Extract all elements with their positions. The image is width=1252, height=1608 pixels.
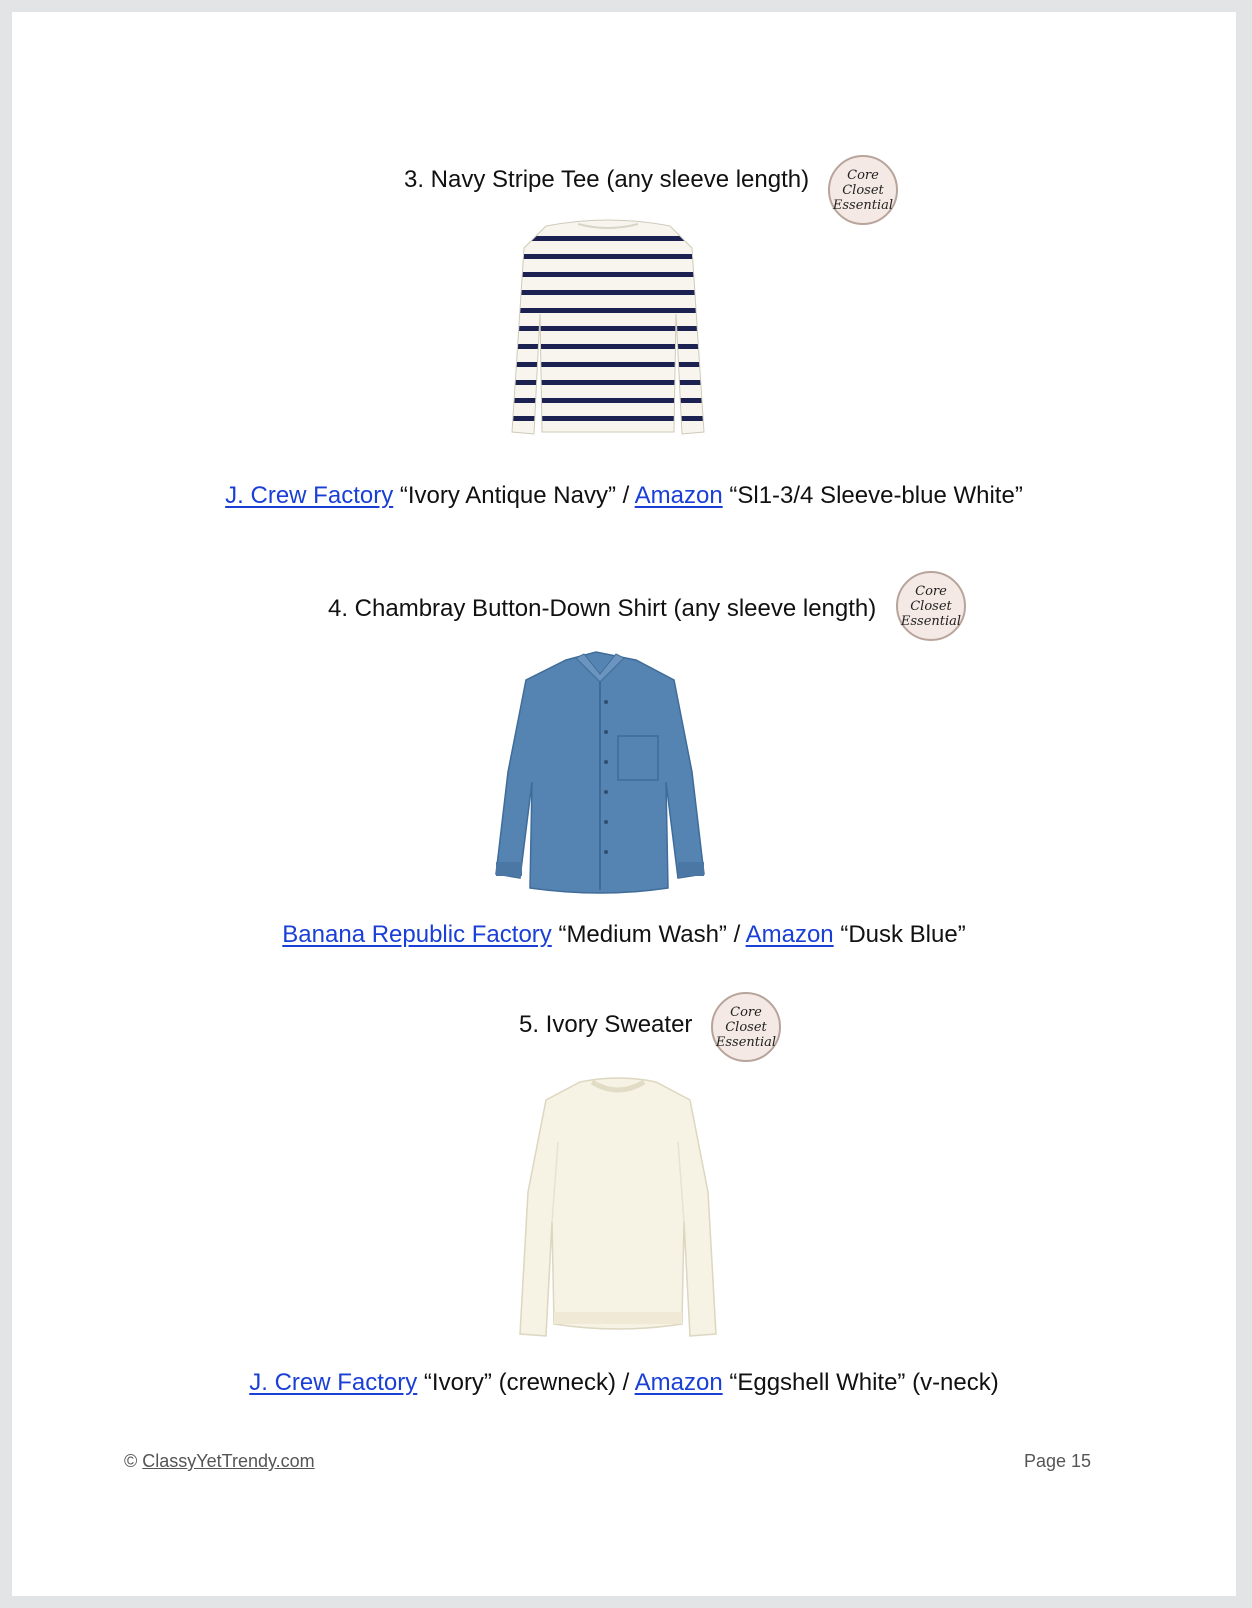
classyyettrendy-link[interactable]: ClassyYetTrendy.com <box>142 1451 315 1471</box>
amazon-link[interactable]: Amazon <box>634 1369 723 1396</box>
badge-line: Core <box>847 167 879 183</box>
item-3-heading: 3. Navy Stripe Tee (any sleeve length) <box>404 166 810 193</box>
item-4-heading: 4. Chambray Button-Down Shirt (any sleeve length) <box>328 595 877 622</box>
badge-line: Closet <box>910 598 952 614</box>
banana-republic-factory-link[interactable]: Banana Republic Factory <box>282 921 552 948</box>
copyright-symbol: © <box>124 1451 138 1471</box>
item-5-heading: 5. Ivory Sweater <box>519 1011 693 1038</box>
badge-line: Core <box>915 583 947 599</box>
amazon-link[interactable]: Amazon <box>634 482 723 509</box>
caption-text: “Eggshell White” (v-neck) <box>722 1369 999 1396</box>
chambray-shirt-icon <box>496 652 706 896</box>
core-closet-essential-badge <box>828 155 898 225</box>
footer-copyright <box>124 1451 315 1472</box>
caption-text: “Medium Wash” / <box>551 921 746 948</box>
document-page <box>12 12 1236 1596</box>
ivory-sweater-icon <box>518 1072 718 1338</box>
badge-line: Closet <box>842 182 884 198</box>
jcrew-factory-link[interactable]: J. Crew Factory <box>249 1369 418 1396</box>
badge-line: Essential <box>715 1034 777 1050</box>
caption-text: “Sl1-3/4 Sleeve-blue White” <box>722 482 1023 509</box>
item-5-caption <box>12 1369 1236 1397</box>
amazon-link[interactable]: Amazon <box>745 921 834 948</box>
badge-line: Closet <box>725 1019 767 1035</box>
badge-line: Core <box>730 1004 762 1020</box>
core-closet-essential-badge <box>711 992 781 1062</box>
caption-text: “Dusk Blue” <box>833 921 966 948</box>
navy-stripe-tee-icon <box>508 218 708 434</box>
page-number: Page 15 <box>1024 1451 1092 1471</box>
item-3-caption <box>12 482 1236 510</box>
caption-text: “Ivory Antique Navy” / <box>393 482 635 509</box>
jcrew-factory-link[interactable]: J. Crew Factory <box>225 482 394 509</box>
core-closet-essential-badge <box>896 571 966 641</box>
badge-line: Essential <box>900 613 962 629</box>
item-4-caption <box>12 921 1236 949</box>
badge-line: Essential <box>832 197 894 213</box>
caption-text: “Ivory” (crewneck) / <box>417 1369 635 1396</box>
